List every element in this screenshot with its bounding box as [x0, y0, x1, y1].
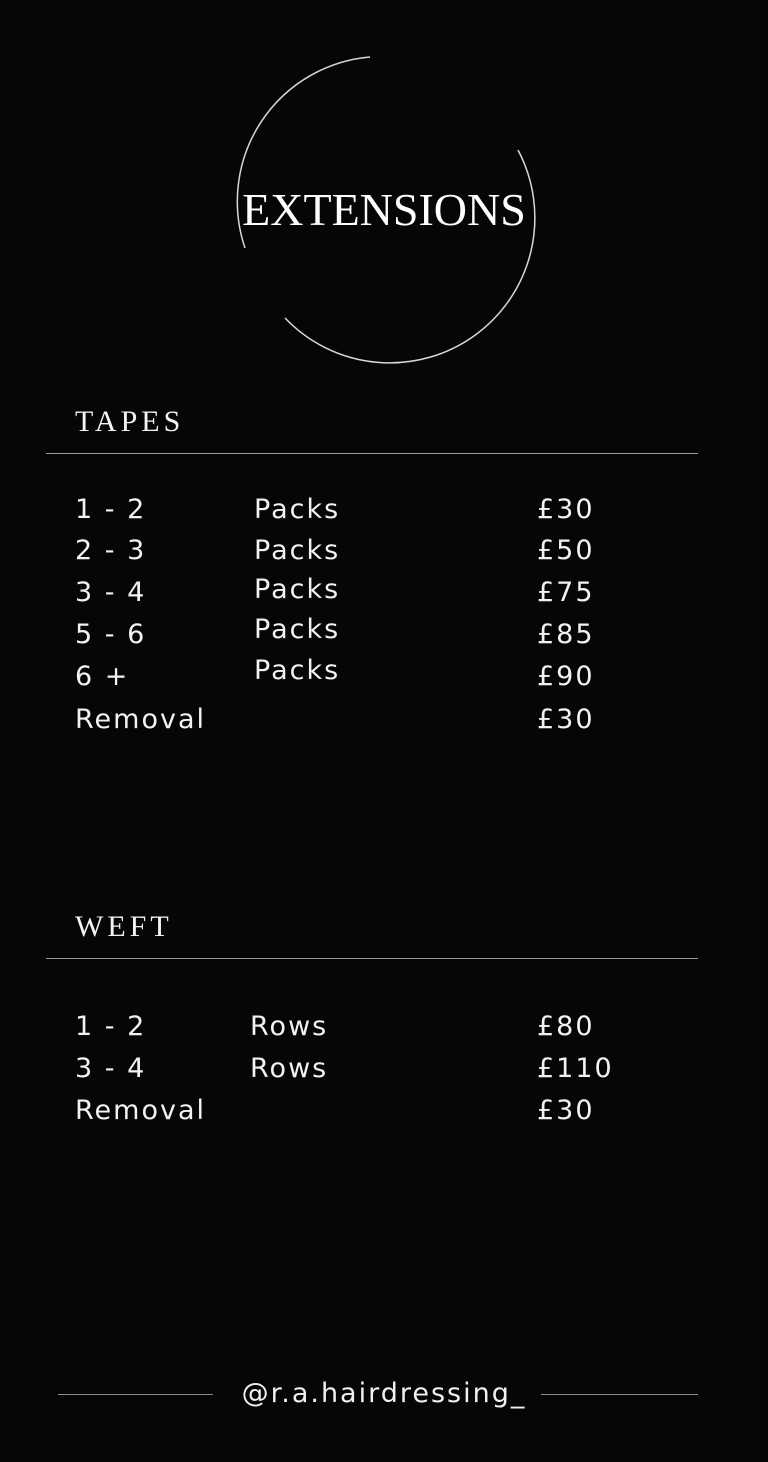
- price-label: £30: [537, 494, 595, 525]
- price-label: £110: [537, 1053, 614, 1084]
- price-label: £75: [537, 577, 595, 608]
- footer-divider-right: [541, 1394, 698, 1395]
- quantity-label: 2 - 3: [75, 535, 147, 566]
- price-label: £85: [537, 619, 595, 650]
- price-row: [0, 1095, 768, 1135]
- social-handle: @r.a.hairdressing_: [241, 1378, 527, 1409]
- price-row: [0, 704, 768, 744]
- unit-label: Packs: [254, 614, 341, 645]
- quantity-label: 1 - 2: [75, 1011, 147, 1042]
- price-label: £30: [537, 1095, 595, 1126]
- price-row: [0, 574, 768, 617]
- price-row: [0, 655, 768, 701]
- unit-label: Rows: [250, 1011, 329, 1042]
- unit-label: Packs: [254, 655, 341, 686]
- price-row: [0, 614, 768, 659]
- page-title: EXTENSIONS: [242, 184, 526, 235]
- price-row: [0, 494, 768, 534]
- quantity-label: 5 - 6: [75, 619, 147, 650]
- unit-label: Rows: [250, 1053, 329, 1084]
- price-label: £30: [537, 704, 595, 735]
- unit-label: Packs: [254, 535, 341, 566]
- section-title-weft: WEFT: [75, 910, 173, 943]
- price-row: [0, 1053, 768, 1093]
- price-row: [0, 1011, 768, 1051]
- quantity-label: Removal: [75, 704, 207, 735]
- quantity-label: Removal: [75, 1095, 207, 1126]
- quantity-label: 6 +: [75, 661, 130, 692]
- unit-label: Packs: [254, 574, 341, 605]
- price-label: £80: [537, 1011, 595, 1042]
- quantity-label: 3 - 4: [75, 577, 147, 608]
- section-divider: [46, 453, 698, 454]
- quantity-label: 3 - 4: [75, 1053, 147, 1084]
- section-divider: [46, 958, 698, 959]
- section-title-tapes: TAPES: [75, 405, 185, 438]
- price-row: [0, 535, 768, 575]
- quantity-label: 1 - 2: [75, 494, 147, 525]
- unit-label: Packs: [254, 494, 341, 525]
- price-label: £90: [537, 661, 595, 692]
- price-label: £50: [537, 535, 595, 566]
